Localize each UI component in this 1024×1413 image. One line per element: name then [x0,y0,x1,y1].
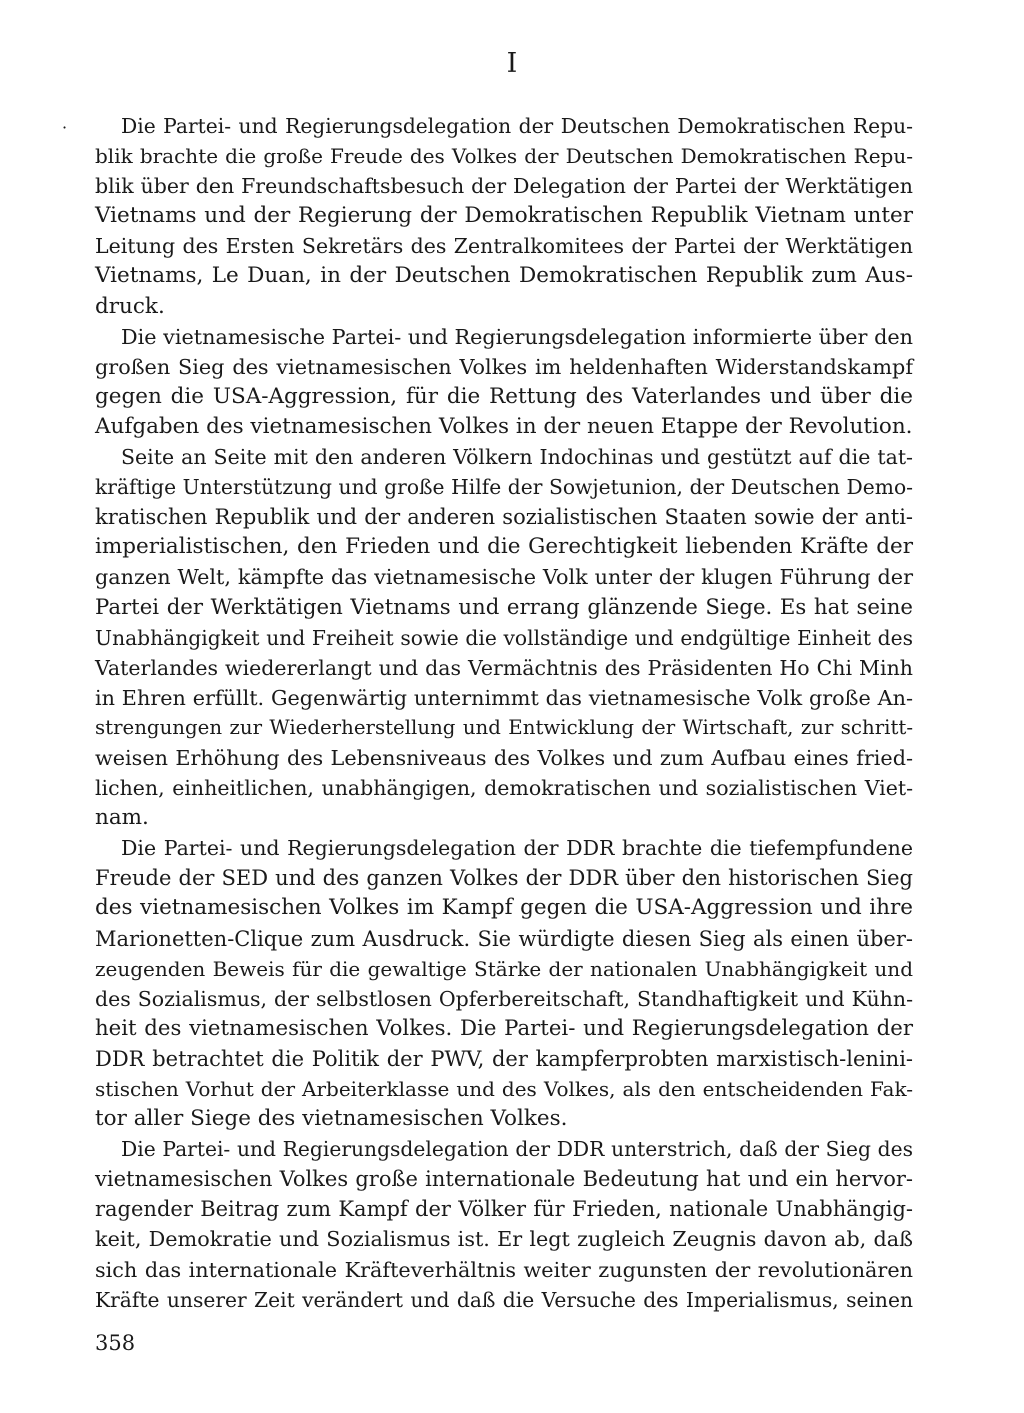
text-line: stischen Vorhut der Arbeiterklasse und des Volkes, als den entscheidenden Fak- [95,1077,913,1101]
text-line: Die Partei- und Regierungsdelegation der Deutschen Demokratischen Repu- [121,114,913,138]
text-line: Seite an Seite mit den anderen Völkern Indochinas und gestützt auf die tat- [121,445,913,470]
text-line: keit, Demokratie und Sozialismus ist. Er legt zugleich Zeugnis davon ab, daß [95,1227,913,1252]
text-line: tor aller Siege des vietnamesischen Volkes. [95,1106,568,1132]
text-line: strengungen zur Wiederherstellung und Entwicklung der Wirtschaft, zur schritt- [95,715,913,739]
text-line: gegen die USA-Aggression, für die Rettung des Vaterlandes und über die [95,383,913,409]
text-line: Vietnams und der Regierung der Demokratischen Republik Vietnam unter [95,203,913,229]
paragraph [95,1134,913,1315]
text-line: des Sozialismus, der selbstlosen Opferbereitschaft, Standhaftigkeit und Kühn- [95,986,913,1011]
paragraph [95,833,913,1134]
section-heading: I [506,48,518,79]
text-line: ragender Beitrag zum Kampf der Völker für Frieden, nationale Unabhängig- [95,1197,913,1222]
text-line: großen Sieg des vietnamesischen Volkes im heldenhaften Widerstandskampf [95,354,913,379]
text-line: Unabhängigkeit und Freiheit sowie die vollständige und endgültige Einheit des [95,625,913,650]
body-text [95,111,913,1315]
text-line: sich das internationale Kräfteverhältnis weiter zugunsten der revolutionären [95,1257,913,1282]
text-line: Leitung des Ersten Sekretärs des Zentralkomitees der Partei der Werktätigen [95,234,913,259]
paragraph [95,111,913,322]
text-line: Die vietnamesische Partei- und Regierungsdelegation informierte über den [121,324,913,349]
text-line: Aufgaben des vietnamesischen Volkes in der neuen Etappe der Revolution. [95,413,913,439]
text-line: Die Partei- und Regierungsdelegation der DDR unterstrich, daß der Sieg des [121,1137,913,1162]
text-line: druck. [95,293,165,319]
text-line: vietnamesischen Volkes große internationale Bedeutung hat und ein hervor- [95,1167,913,1192]
text-line: blik über den Freundschaftsbesuch der Delegation der Partei der Werktätigen [95,174,913,199]
text-line: Kräfte unserer Zeit verändert und daß die Versuche des Imperialismus, seinen [95,1287,913,1312]
text-line: Vietnams, Le Duan, in der Deutschen Demokratischen Republik zum Aus- [95,263,913,289]
text-line: in Ehren erfüllt. Gegenwärtig unternimmt das vietnamesische Volk große An- [95,685,913,710]
paragraph [95,322,913,442]
text-line: weisen Erhöhung des Lebensniveaus des Volkes und zum Aufbau eines fried- [95,745,913,770]
text-line: des vietnamesischen Volkes im Kampf gegen die USA-Aggression und ihre [95,895,913,921]
text-line: lichen, einheitlichen, unabhängigen, demokratischen und sozialistischen Viet- [95,776,913,801]
text-line: blik brachte die große Freude des Volkes der Deutschen Demokratischen Repu- [95,144,913,169]
text-line: nam. [95,805,149,831]
margin-mark: · [62,118,68,137]
text-line: zeugenden Beweis für die gewaltige Stärke der nationalen Unabhängigkeit und [95,956,913,981]
text-line: imperialistischen, den Frieden und die Gerechtigkeit liebenden Kräfte der [95,534,913,560]
text-line: Partei der Werktätigen Vietnams und errang glänzende Siege. Es hat seine [95,594,913,620]
page-number: 358 [95,1331,136,1355]
text-line: DDR betrachtet die Politik der PWV, der kampferprobten marxistisch-lenini- [95,1046,913,1071]
text-line: ganzen Welt, kämpfte das vietnamesische Volk unter der klugen Führung der [95,565,913,590]
paragraph [95,442,913,833]
text-line: kratischen Republik und der anderen sozialistischen Staaten sowie der anti- [95,505,913,530]
text-line: Die Partei- und Regierungsdelegation der DDR brachte die tiefempfundene [121,836,913,861]
text-line: Vaterlandes wiedererlangt und das Vermächtnis des Präsidenten Ho Chi Minh [95,655,913,680]
text-line: Marionetten-Clique zum Ausdruck. Sie würdigte diesen Sieg als einen über- [95,926,913,951]
text-line: heit des vietnamesischen Volkes. Die Partei- und Regierungsdelegation der [95,1015,913,1041]
text-line: kräftige Unterstützung und große Hilfe der Sowjetunion, der Deutschen Demo- [95,475,913,500]
text-line: Freude der SED und des ganzen Volkes der DDR über den historischen Sieg [95,866,913,891]
